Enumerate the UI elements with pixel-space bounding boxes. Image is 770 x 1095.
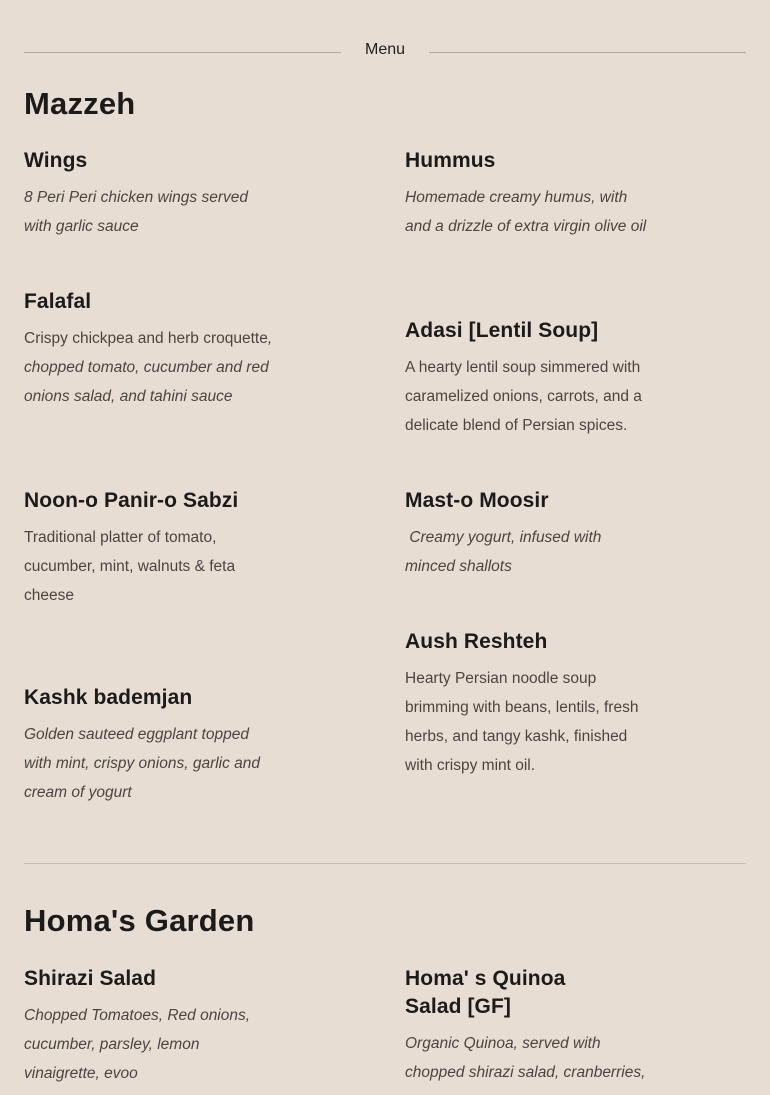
header-divider-left — [24, 52, 341, 53]
item-name: Homa' s Quinoa Salad [GF] — [405, 967, 566, 1018]
item-description: Golden sauteed eggplant topped with mint, crispy onions, garlic and cream of yogurt — [24, 726, 261, 801]
item-name: Wings — [24, 149, 88, 172]
menu-item — [405, 628, 655, 780]
item-name: Kashk bademjan — [24, 686, 193, 709]
item-name: Shirazi Salad — [24, 967, 157, 990]
item-description: 8 Peri Peri chicken wings served with garlic sauce — [24, 189, 248, 235]
item-description: Chopped Tomatoes, Red onions, cucumber, parsley, lemon vinaigrette, evoo — [24, 1007, 251, 1082]
item-name: Noon-o Panir-o Sabzi — [24, 489, 239, 512]
item-name: Aush Reshteh — [405, 630, 548, 653]
item-description-plain: Crispy chickpea and herb croquette — [24, 330, 268, 347]
menu-item — [24, 487, 244, 610]
menu-item — [24, 965, 274, 1088]
menu-item — [405, 317, 655, 440]
item-description: Creamy yogurt, infused with minced shallots — [405, 529, 606, 575]
section-title-mazzeh: Mazzeh — [24, 86, 136, 121]
section-divider — [24, 863, 746, 864]
item-description: Organic Quinoa, served with chopped shirazi salad, cranberries, — [405, 1035, 646, 1081]
item-description: Traditional platter of tomato, cucumber, mint, walnuts & feta cheese — [24, 529, 236, 604]
menu-item — [405, 487, 655, 581]
item-description — [24, 324, 274, 411]
item-name: Mast-o Moosir — [405, 489, 549, 512]
item-name: Hummus — [405, 149, 496, 172]
menu-header — [24, 40, 746, 64]
menu-item — [405, 147, 655, 241]
item-name: Falafal — [24, 290, 92, 313]
item-description: Homemade creamy humus, with and a drizzle of extra virgin olive oil — [405, 189, 647, 235]
item-description: Hearty Persian noodle soup brimming with beans, lentils, fresh herbs, and tangy kashk, finished with crispy mint oil. — [405, 670, 639, 774]
menu-item — [405, 965, 646, 1087]
menu-item — [24, 288, 274, 411]
menu-item — [24, 147, 274, 241]
item-description: A hearty lentil soup simmered with caramelized onions, carrots, and a delicate blend of Persian spices. — [405, 359, 642, 434]
item-name: Adasi [Lentil Soup] — [405, 319, 599, 342]
header-divider-right — [429, 52, 746, 53]
menu-item — [24, 684, 274, 807]
menu-header-title: Menu — [364, 41, 406, 58]
item-description-italic: , chopped tomato, cucumber and red onions salad, and tahini sauce — [24, 330, 273, 405]
section-title-homas-garden: Homa's Garden — [24, 903, 255, 938]
